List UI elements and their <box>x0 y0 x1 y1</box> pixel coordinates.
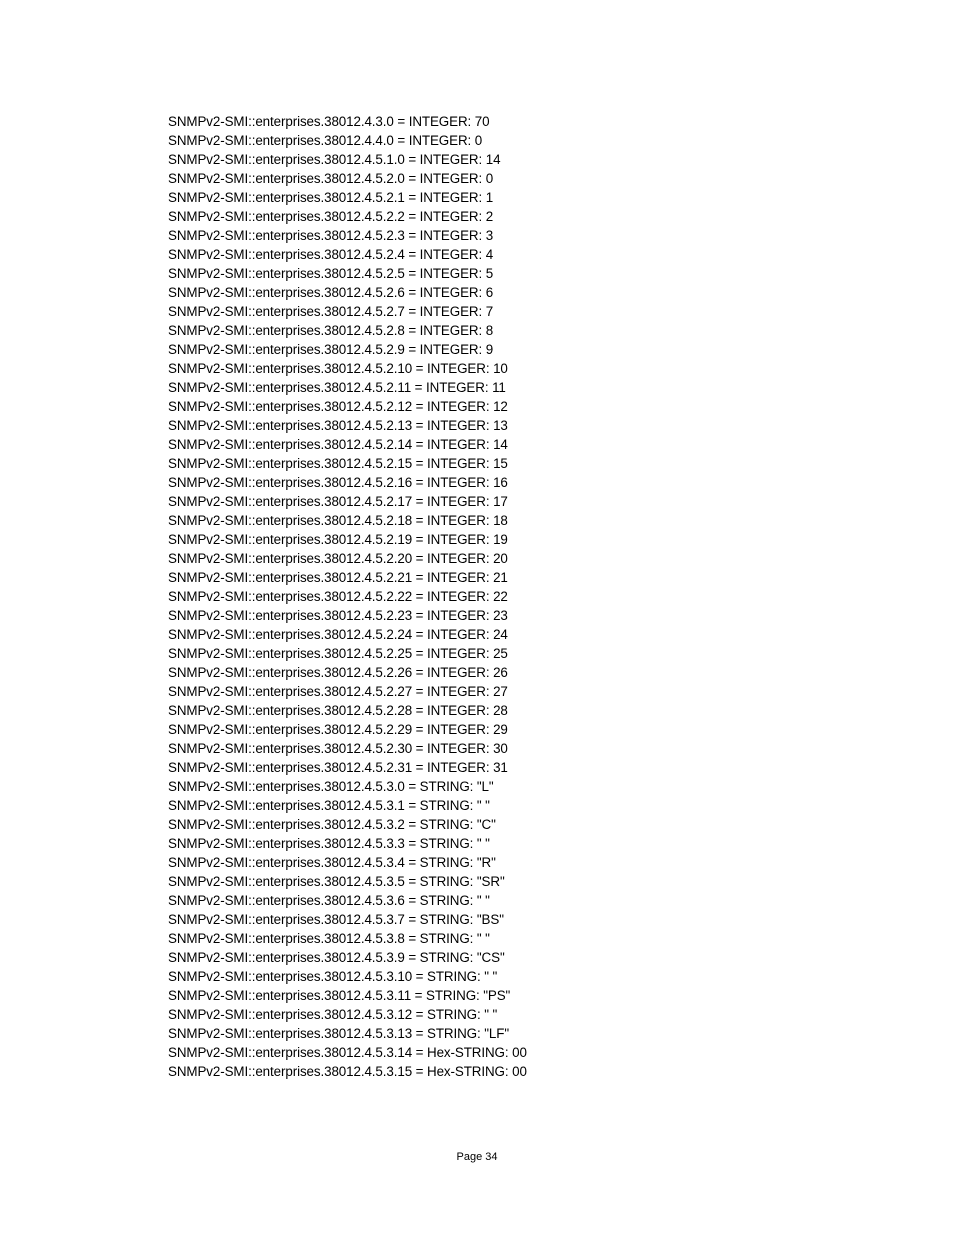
snmp-line: SNMPv2-SMI::enterprises.38012.4.5.2.27 = INTEGER: 27 <box>168 684 508 699</box>
snmp-line: SNMPv2-SMI::enterprises.38012.4.5.3.3 = STRING: " " <box>168 836 490 851</box>
snmp-line: SNMPv2-SMI::enterprises.38012.4.5.2.10 = INTEGER: 10 <box>168 361 508 376</box>
snmp-line: SNMPv2-SMI::enterprises.38012.4.5.2.26 = INTEGER: 26 <box>168 665 508 680</box>
snmp-line: SNMPv2-SMI::enterprises.38012.4.5.1.0 = INTEGER: 14 <box>168 152 501 167</box>
snmp-line: SNMPv2-SMI::enterprises.38012.4.5.2.14 = INTEGER: 14 <box>168 437 508 452</box>
snmp-line: SNMPv2-SMI::enterprises.38012.4.5.3.9 = STRING: "CS" <box>168 950 505 965</box>
snmp-line: SNMPv2-SMI::enterprises.38012.4.5.2.23 = INTEGER: 23 <box>168 608 508 623</box>
snmp-line: SNMPv2-SMI::enterprises.38012.4.5.3.12 = STRING: " " <box>168 1007 498 1022</box>
snmp-line: SNMPv2-SMI::enterprises.38012.4.5.2.11 = INTEGER: 11 <box>168 380 506 395</box>
snmp-line: SNMPv2-SMI::enterprises.38012.4.5.2.6 = INTEGER: 6 <box>168 285 494 300</box>
snmp-line: SNMPv2-SMI::enterprises.38012.4.5.2.28 = INTEGER: 28 <box>168 703 508 718</box>
snmp-line: SNMPv2-SMI::enterprises.38012.4.5.3.10 = STRING: " " <box>168 969 498 984</box>
snmp-line: SNMPv2-SMI::enterprises.38012.4.5.3.8 = STRING: " " <box>168 931 490 946</box>
page-number: Page 34 <box>456 1151 498 1163</box>
snmp-line: SNMPv2-SMI::enterprises.38012.4.5.2.30 = INTEGER: 30 <box>168 741 508 756</box>
snmp-line: SNMPv2-SMI::enterprises.38012.4.5.2.25 = INTEGER: 25 <box>168 646 508 661</box>
snmp-line: SNMPv2-SMI::enterprises.38012.4.5.2.17 = INTEGER: 17 <box>168 494 508 509</box>
snmp-line: SNMPv2-SMI::enterprises.38012.4.5.2.9 = INTEGER: 9 <box>168 342 494 357</box>
snmp-line: SNMPv2-SMI::enterprises.38012.4.5.2.20 = INTEGER: 20 <box>168 551 508 566</box>
snmp-line: SNMPv2-SMI::enterprises.38012.4.5.2.29 = INTEGER: 29 <box>168 722 508 737</box>
snmp-line: SNMPv2-SMI::enterprises.38012.4.5.3.14 = Hex-STRING: 00 <box>168 1045 527 1060</box>
snmp-line: SNMPv2-SMI::enterprises.38012.4.5.3.0 = STRING: "L" <box>168 779 494 794</box>
snmp-line: SNMPv2-SMI::enterprises.38012.4.5.3.13 = STRING: "LF" <box>168 1026 509 1041</box>
snmp-line: SNMPv2-SMI::enterprises.38012.4.5.2.31 = INTEGER: 31 <box>168 760 508 775</box>
snmp-line: SNMPv2-SMI::enterprises.38012.4.3.0 = INTEGER: 70 <box>168 114 490 129</box>
snmp-line: SNMPv2-SMI::enterprises.38012.4.5.2.24 = INTEGER: 24 <box>168 627 508 642</box>
snmp-line: SNMPv2-SMI::enterprises.38012.4.5.2.19 = INTEGER: 19 <box>168 532 508 547</box>
snmp-line: SNMPv2-SMI::enterprises.38012.4.5.3.1 = STRING: " " <box>168 798 490 813</box>
snmp-line: SNMPv2-SMI::enterprises.38012.4.5.2.1 = INTEGER: 1 <box>168 190 494 205</box>
snmp-line: SNMPv2-SMI::enterprises.38012.4.5.2.18 = INTEGER: 18 <box>168 513 508 528</box>
snmp-line: SNMPv2-SMI::enterprises.38012.4.5.2.4 = INTEGER: 4 <box>168 247 494 262</box>
snmp-line: SNMPv2-SMI::enterprises.38012.4.5.2.5 = INTEGER: 5 <box>168 266 494 281</box>
snmp-line: SNMPv2-SMI::enterprises.38012.4.5.3.6 = STRING: " " <box>168 893 490 908</box>
snmp-line: SNMPv2-SMI::enterprises.38012.4.5.3.11 = STRING: "PS" <box>168 988 511 1003</box>
snmp-line: SNMPv2-SMI::enterprises.38012.4.5.2.0 = INTEGER: 0 <box>168 171 494 186</box>
snmp-line: SNMPv2-SMI::enterprises.38012.4.5.2.2 = INTEGER: 2 <box>168 209 494 224</box>
snmp-line: SNMPv2-SMI::enterprises.38012.4.5.2.16 = INTEGER: 16 <box>168 475 508 490</box>
snmp-output-listing <box>168 112 527 1081</box>
snmp-line: SNMPv2-SMI::enterprises.38012.4.5.2.12 = INTEGER: 12 <box>168 399 508 414</box>
snmp-line: SNMPv2-SMI::enterprises.38012.4.5.2.13 = INTEGER: 13 <box>168 418 508 433</box>
snmp-line: SNMPv2-SMI::enterprises.38012.4.5.3.2 = STRING: "C" <box>168 817 496 832</box>
snmp-line: SNMPv2-SMI::enterprises.38012.4.5.2.7 = INTEGER: 7 <box>168 304 494 319</box>
snmp-line: SNMPv2-SMI::enterprises.38012.4.5.2.15 = INTEGER: 15 <box>168 456 508 471</box>
snmp-line: SNMPv2-SMI::enterprises.38012.4.5.3.15 = Hex-STRING: 00 <box>168 1064 527 1079</box>
snmp-line: SNMPv2-SMI::enterprises.38012.4.4.0 = INTEGER: 0 <box>168 133 483 148</box>
snmp-line: SNMPv2-SMI::enterprises.38012.4.5.2.3 = INTEGER: 3 <box>168 228 494 243</box>
snmp-line: SNMPv2-SMI::enterprises.38012.4.5.3.4 = STRING: "R" <box>168 855 496 870</box>
snmp-line: SNMPv2-SMI::enterprises.38012.4.5.2.8 = INTEGER: 8 <box>168 323 494 338</box>
snmp-line: SNMPv2-SMI::enterprises.38012.4.5.3.5 = STRING: "SR" <box>168 874 505 889</box>
snmp-line: SNMPv2-SMI::enterprises.38012.4.5.2.21 = INTEGER: 21 <box>168 570 508 585</box>
snmp-line: SNMPv2-SMI::enterprises.38012.4.5.3.7 = STRING: "BS" <box>168 912 504 927</box>
snmp-line: SNMPv2-SMI::enterprises.38012.4.5.2.22 = INTEGER: 22 <box>168 589 508 604</box>
